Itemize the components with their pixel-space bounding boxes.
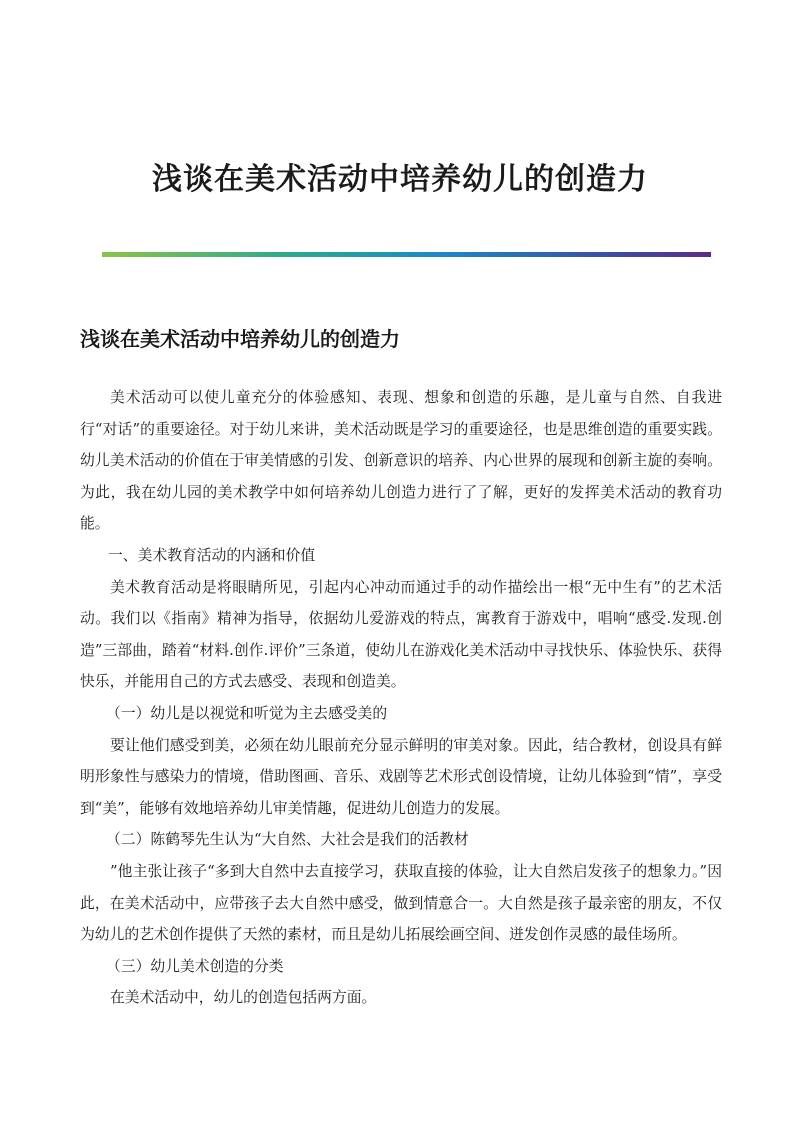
section-title: 浅谈在美术活动中培养幼儿的创造力 bbox=[80, 327, 400, 351]
document-title: 浅谈在美术活动中培养幼儿的创造力 bbox=[152, 162, 648, 197]
title-divider bbox=[102, 252, 711, 257]
body-paragraph: 在美术活动中，幼儿的创造包括两方面。 bbox=[110, 989, 377, 1007]
section-heading: 一、美术教育活动的内涵和价值 bbox=[108, 546, 316, 564]
subsection-heading: （一）幼儿是以视觉和听觉为主去感受美的 bbox=[106, 704, 388, 722]
subsection-heading: （二）陈鹤琴先生认为“大自然、大社会是我们的活教材 bbox=[106, 831, 469, 849]
body-paragraph: 美术活动可以使儿童充分的体验感知、表现、想象和创造的乐趣，是儿童与自然、自我进行“对话”的重要途径。对于幼儿来讲，美术活动既是学习的重要途径，也是思维创造的重要实践。幼儿美术活动的价值在于审美情感的引发、创新意识的培养、内心世界的展现和创新主旋的奏响。为此，我在幼儿园的美术教学中如何培养幼儿创造力进行了了解，更好的发挥美术活动的教育功能。 bbox=[80, 389, 722, 533]
subsection-heading: （三）幼儿美术创造的分类 bbox=[106, 957, 284, 975]
document-body bbox=[80, 382, 722, 1014]
body-paragraph: 要让他们感受到美，必须在幼儿眼前充分显示鲜明的审美对象。因此，结合教材，创设具有鲜明形象性与感染力的情境，借助图画、音乐、戏剧等艺术形式创设情境，让幼儿体验到“情”，享受到“美”，能够有效地培养幼儿审美情趣，促进幼儿创造力的发展。 bbox=[80, 736, 722, 817]
body-paragraph: 美术教育活动是将眼睛所见，引起内心冲动而通过手的动作描绘出一根“无中生有”的艺术活动。我们以《指南》精神为指导，依据幼儿爱游戏的特点，寓教育于游戏中，唱响“感受.发现.创造”三部曲，踏着“材料.创作.评价”三条道，使幼儿在游戏化美术活动中寻找快乐、体验快乐、获得快乐，并能用自己的方式去感受、表现和创造美。 bbox=[80, 578, 722, 691]
body-paragraph: ”他主张让孩子“多到大自然中去直接学习，获取直接的体验，让大自然启发孩子的想象力。”因此，在美术活动中，应带孩子去大自然中感受，做到情意合一。大自然是孩子最亲密的朋友，不仅为幼儿的艺术创作提供了天然的素材，而且是幼儿拓展绘画空间、迸发创作灵感的最佳场所。 bbox=[80, 862, 722, 944]
